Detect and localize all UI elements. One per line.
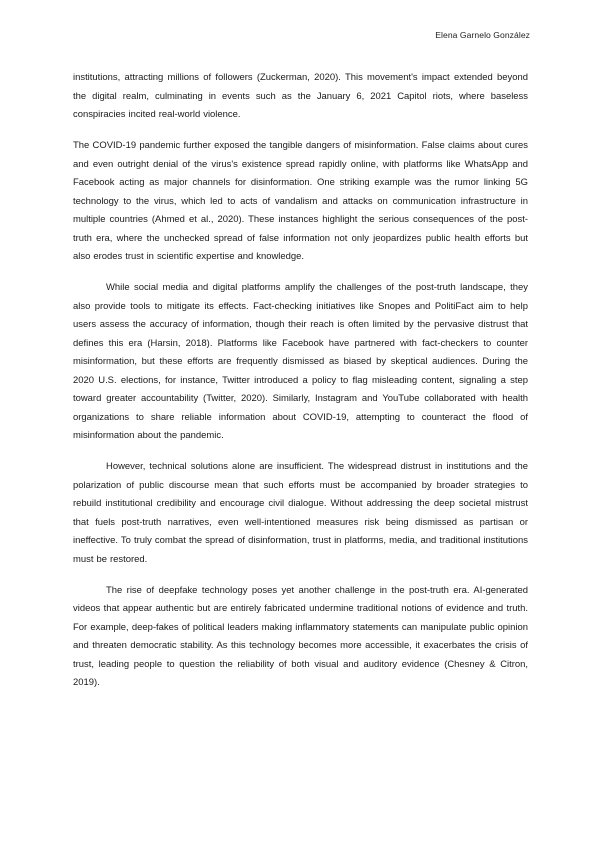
paragraph: The rise of deepfake technology poses yet another challenge in the post-truth era. AI-generated videos that appear authentic but are entirely fabricated undermine traditional notions of evidence and truth. For example, deep-fakes of political leaders making inflammatory statements can manipulate public opinion and threaten democratic stability. As this technology becomes more accessible, it exacerbates the crisis of trust, leading people to question the reliability of both visual and auditory evidence (Chesney & Citron, 2019). [73,584,528,688]
running-header-author: Elena Garnelo González [435,30,530,40]
paragraph: However, technical solutions alone are insufficient. The widespread distrust in institutions and the polarization of public discourse mean that such efforts must be accompanied by broader strategies to rebuild institutional credibility and encourage civil dialogue. Without addressing the deep societal mistrust that fuels post-truth narratives, even well-intentioned measures risk being dismissed as partisan or ineffective. To truly combat the spread of disinformation, trust in platforms, media, and traditional institutions must be restored. [73,461,528,565]
paragraph: institutions, attracting millions of followers (Zuckerman, 2020). This movement's impact extended beyond the digital realm, culminating in events such as the January 6, 2021 Capitol riots, where baseless conspiracies incited real-world violence. [73,72,528,120]
body-text [73,69,528,705]
paragraph: While social media and digital platforms amplify the challenges of the post-truth landscape, they also provide tools to mitigate its effects. Fact-checking initiatives like Snopes and PolitiFact aim to help users assess the accuracy of information, though their reach is often limited by the pervasive distrust that defines this era (Harsin, 2018). Platforms like Facebook have partnered with fact-checkers to counter misinformation, but these efforts are frequently dismissed as biased by skeptical audiences. During the 2020 U.S. elections, for instance, Twitter introduced a policy to flag misleading content, signaling a step toward greater accountability (Twitter, 2020). Similarly, Instagram and YouTube collaborated with health organizations to share reliable information about COVID-19, attempting to counteract the flood of misinformation about the pandemic. [73,282,528,441]
paragraph: The COVID-19 pandemic further exposed the tangible dangers of misinformation. False claims about cures and even outright denial of the virus's existence spread rapidly online, with platforms like WhatsApp and Facebook acting as major channels for disinformation. One striking example was the rumor linking 5G technology to the virus, which led to acts of vandalism and attacks on communication infrastructure in multiple countries (Ahmed et al., 2020). These instances highlight the serious consequences of the post-truth era, where the unchecked spread of false information not only jeopardizes public health efforts but also erodes trust in scientific expertise and knowledge. [73,140,528,262]
